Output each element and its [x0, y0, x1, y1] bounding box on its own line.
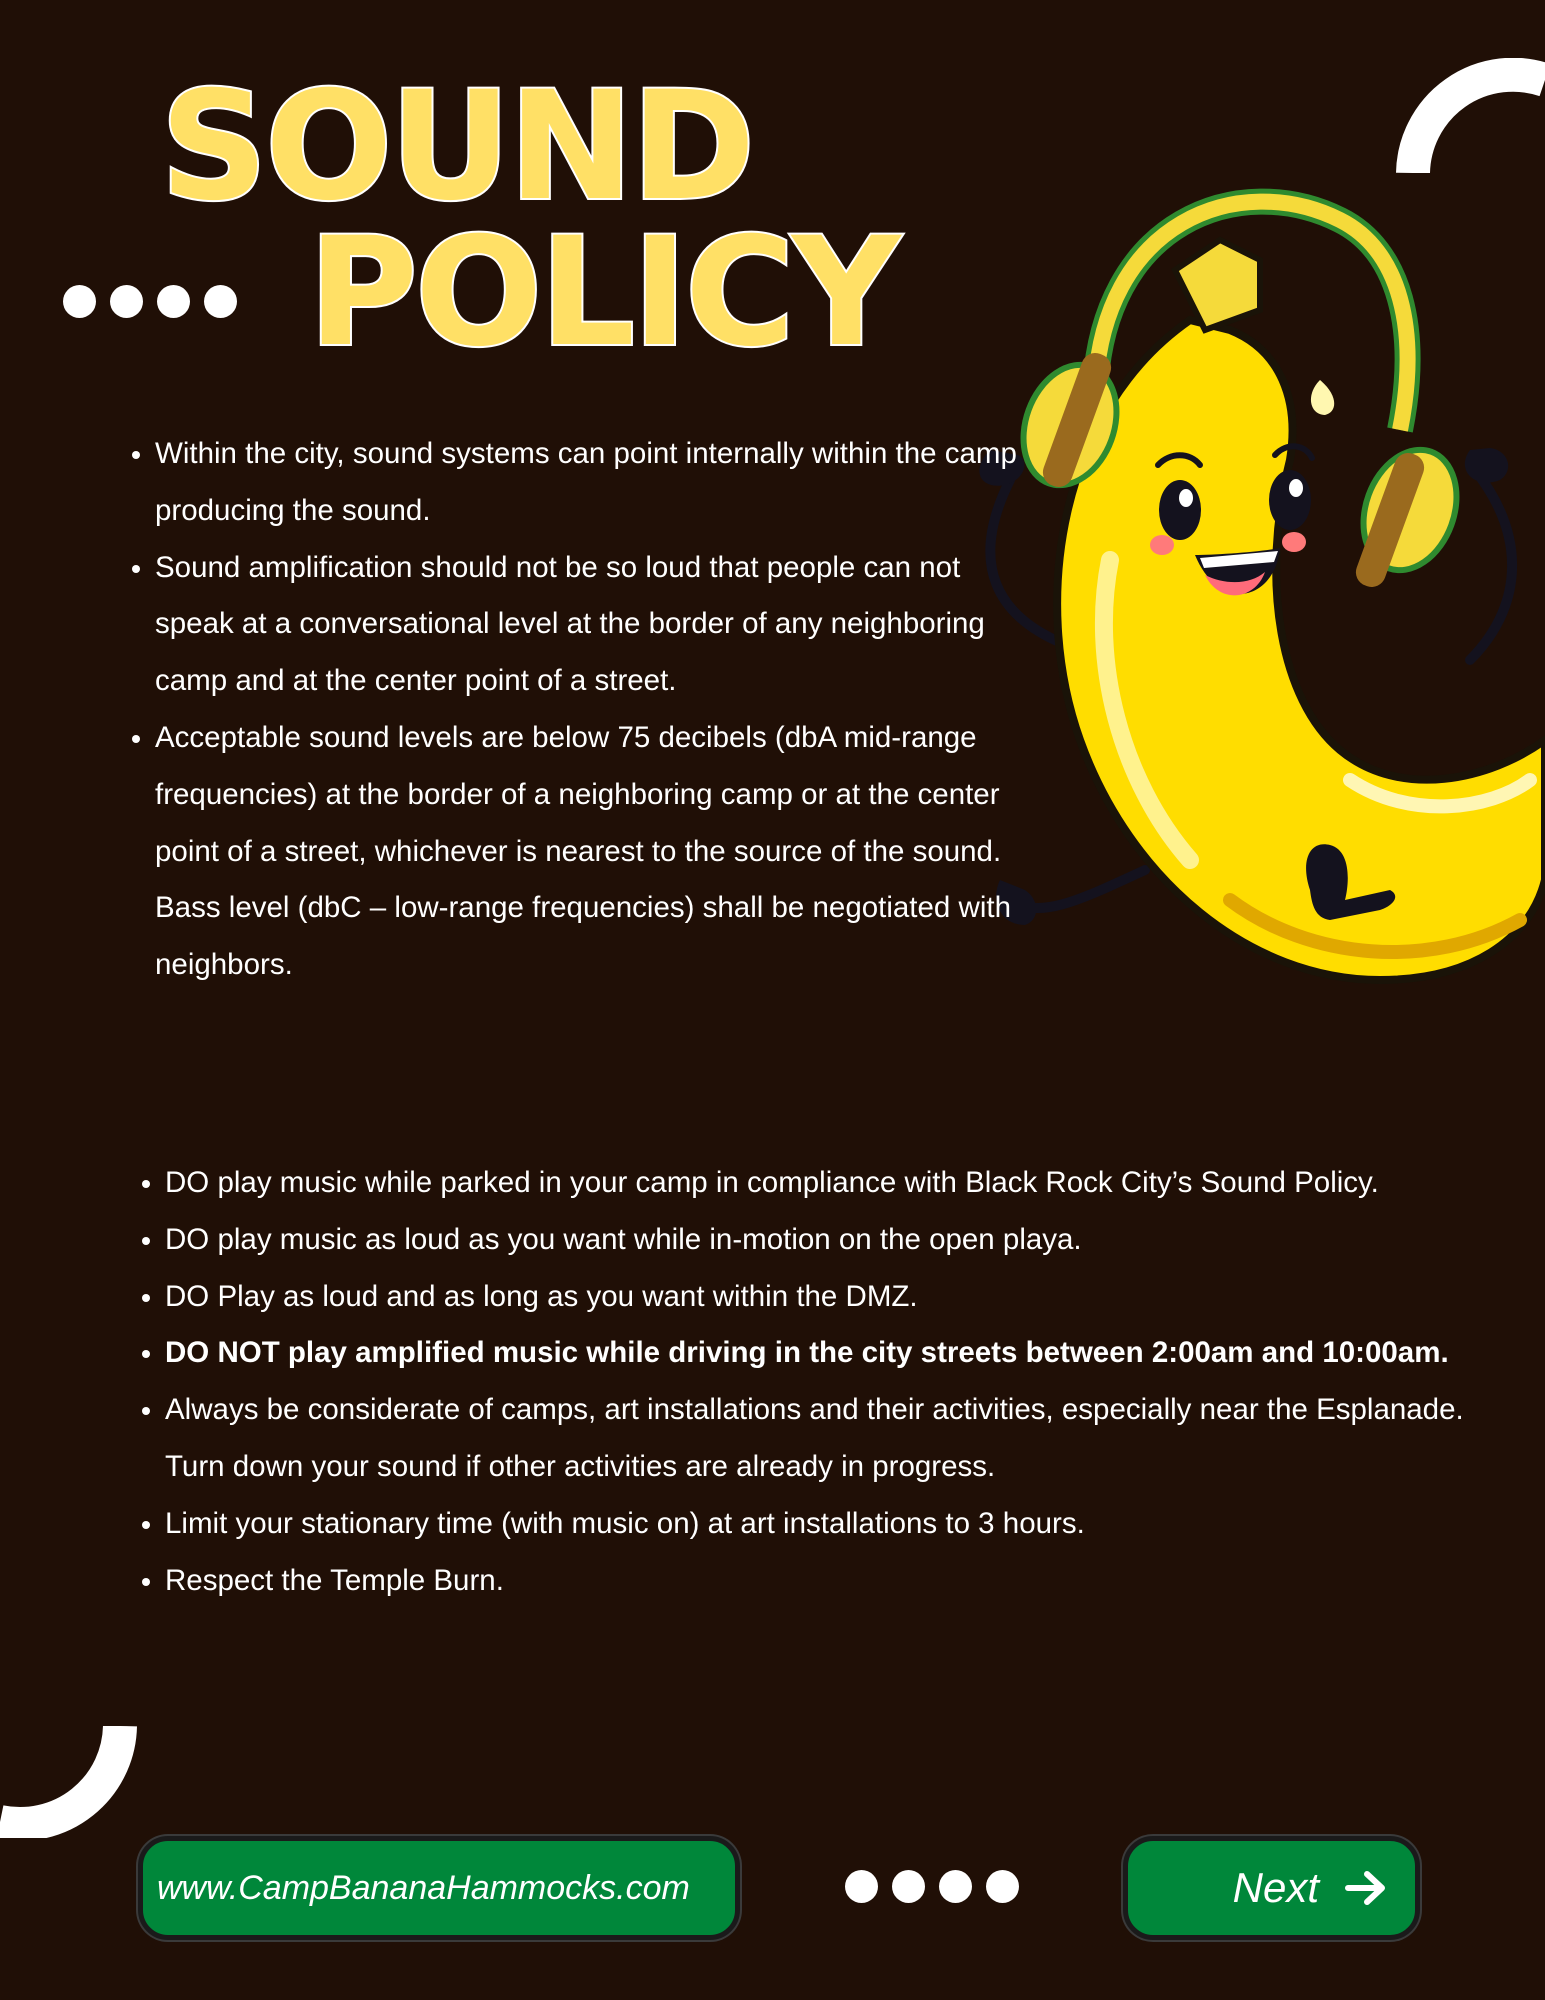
website-link-text: www.CampBananaHammocks.com — [157, 1868, 690, 1907]
title-line-1: SOUND — [160, 60, 753, 234]
dot — [204, 285, 237, 318]
list-item-emphasis: • DO NOT play amplified music while driving in the city streets between 2:00am and 10:00am. — [165, 1325, 1465, 1382]
dot — [892, 1870, 925, 1903]
website-link-button[interactable] — [138, 1836, 740, 1940]
list-item: • Always be considerate of camps, art installations and their activities, especially near the Esplanade. Turn down your sound if other activities are already in progress. — [165, 1382, 1465, 1496]
rules-list — [133, 1155, 1465, 1609]
list-item: • Limit your stationary time (with music on) at art installations to 3 hours. — [165, 1496, 1465, 1553]
sound-policy-list — [123, 426, 1035, 994]
dot — [939, 1870, 972, 1903]
dots-decoration-top — [63, 285, 237, 318]
dot — [63, 285, 96, 318]
arc-top-right-decoration — [1395, 58, 1545, 173]
dots-decoration-bottom — [845, 1870, 1019, 1903]
list-item: • Sound amplification should not be so loud that people can not speak at a conversational level at the border of any neighboring camp and at the center point of a street. — [155, 540, 1035, 710]
list-item: • Respect the Temple Burn. — [165, 1553, 1465, 1610]
title-line-2: POLICY — [308, 206, 898, 380]
list-item: • DO play music while parked in your camp in compliance with Black Rock City’s Sound Policy. — [165, 1155, 1465, 1212]
next-button[interactable] — [1123, 1836, 1420, 1940]
list-item: • Within the city, sound systems can point internally within the camp producing the sound. — [155, 426, 1035, 540]
next-button-label: Next — [1232, 1864, 1319, 1911]
list-item: • DO Play as loud and as long as you want within the DMZ. — [165, 1269, 1465, 1326]
dot — [845, 1870, 878, 1903]
dot — [110, 285, 143, 318]
dot — [986, 1870, 1019, 1903]
arc-bottom-left-decoration — [0, 1726, 140, 1838]
list-item: • DO play music as loud as you want while in-motion on the open playa. — [165, 1212, 1465, 1269]
arrow-right-icon — [1345, 1868, 1387, 1908]
list-item: • Acceptable sound levels are below 75 decibels (dbA mid-range frequencies) at the border of a neighboring camp or at the center point of a street, whichever is nearest to the source of the sound. Bass level (dbC – low-range frequencies) shall be negotiated with neighbors. — [155, 710, 1035, 994]
dot — [157, 285, 190, 318]
